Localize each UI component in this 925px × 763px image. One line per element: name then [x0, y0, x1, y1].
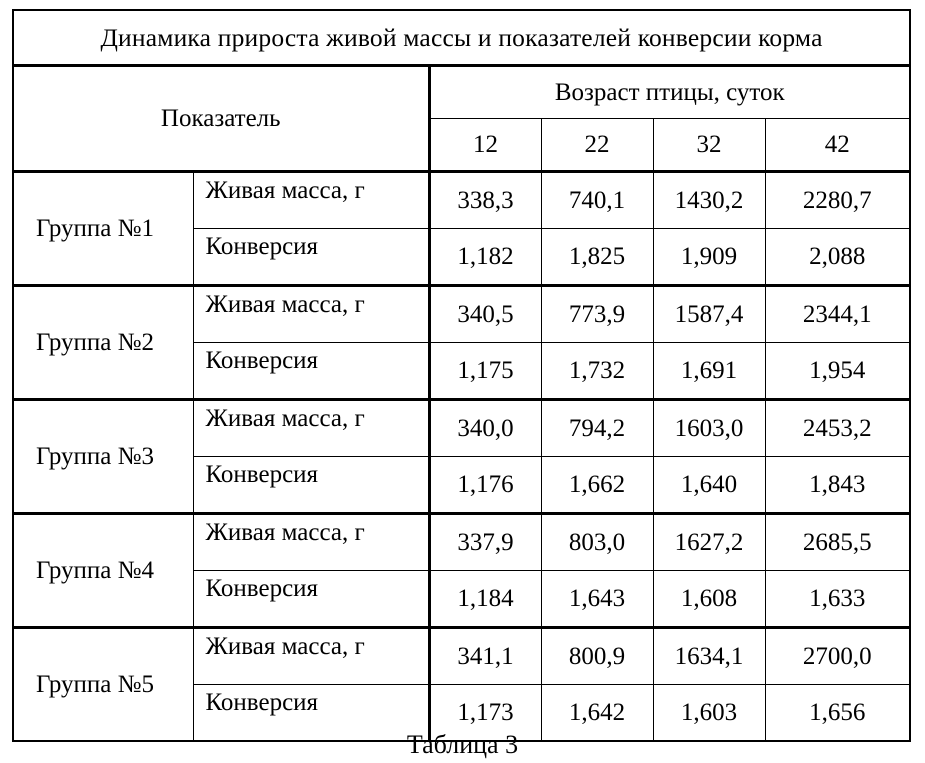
value-cell: 1,909	[653, 229, 765, 286]
group-name: Группа №3	[13, 400, 193, 514]
day-header: 12	[429, 119, 541, 172]
value-cell: 1,642	[541, 685, 653, 742]
value-cell: 1430,2	[653, 172, 765, 229]
group-name: Группа №5	[13, 628, 193, 742]
group-name: Группа №2	[13, 286, 193, 400]
table-row	[13, 172, 910, 229]
value-cell: 2280,7	[765, 172, 910, 229]
value-cell: 1,691	[653, 343, 765, 400]
value-cell: 1603,0	[653, 400, 765, 457]
value-cell: 2700,0	[765, 628, 910, 685]
value-cell: 1,176	[429, 457, 541, 514]
metric-label: Живая масса, г	[193, 628, 429, 685]
day-header: 42	[765, 119, 910, 172]
value-cell: 794,2	[541, 400, 653, 457]
value-cell: 1627,2	[653, 514, 765, 571]
value-cell: 1,603	[653, 685, 765, 742]
metric-label: Конверсия	[193, 685, 429, 742]
header-row-1	[13, 66, 910, 119]
value-cell: 1587,4	[653, 286, 765, 343]
age-header: Возраст птицы, суток	[429, 66, 910, 119]
group-name: Группа №1	[13, 172, 193, 286]
value-cell: 1,662	[541, 457, 653, 514]
value-cell: 1,643	[541, 571, 653, 628]
value-cell: 1,640	[653, 457, 765, 514]
table-row	[13, 628, 910, 685]
value-cell: 1,656	[765, 685, 910, 742]
group-name: Группа №4	[13, 514, 193, 628]
indicator-header: Показатель	[13, 66, 429, 172]
value-cell: 1,633	[765, 571, 910, 628]
data-table	[12, 9, 911, 742]
value-cell: 340,5	[429, 286, 541, 343]
title-row	[13, 10, 910, 66]
metric-label: Конверсия	[193, 571, 429, 628]
value-cell: 337,9	[429, 514, 541, 571]
table-row	[13, 514, 910, 571]
value-cell: 2,088	[765, 229, 910, 286]
value-cell: 1,732	[541, 343, 653, 400]
value-cell: 803,0	[541, 514, 653, 571]
value-cell: 1,954	[765, 343, 910, 400]
metric-label: Живая масса, г	[193, 514, 429, 571]
value-cell: 1,182	[429, 229, 541, 286]
metric-label: Конверсия	[193, 343, 429, 400]
value-cell: 800,9	[541, 628, 653, 685]
value-cell: 2344,1	[765, 286, 910, 343]
value-cell: 1,184	[429, 571, 541, 628]
value-cell: 340,0	[429, 400, 541, 457]
table-row	[13, 400, 910, 457]
day-header: 32	[653, 119, 765, 172]
metric-label: Живая масса, г	[193, 286, 429, 343]
value-cell: 2453,2	[765, 400, 910, 457]
table-title: Динамика прироста живой массы и показателей конверсии корма	[13, 10, 910, 66]
table-row	[13, 286, 910, 343]
metric-label: Живая масса, г	[193, 172, 429, 229]
table-caption: Таблица 3	[406, 730, 519, 759]
value-cell: 740,1	[541, 172, 653, 229]
value-cell: 773,9	[541, 286, 653, 343]
value-cell: 341,1	[429, 628, 541, 685]
value-cell: 1634,1	[653, 628, 765, 685]
value-cell: 2685,5	[765, 514, 910, 571]
metric-label: Конверсия	[193, 229, 429, 286]
value-cell: 1,173	[429, 685, 541, 742]
value-cell: 338,3	[429, 172, 541, 229]
value-cell: 1,608	[653, 571, 765, 628]
day-header: 22	[541, 119, 653, 172]
value-cell: 1,825	[541, 229, 653, 286]
value-cell: 1,175	[429, 343, 541, 400]
value-cell: 1,843	[765, 457, 910, 514]
metric-label: Конверсия	[193, 457, 429, 514]
metric-label: Живая масса, г	[193, 400, 429, 457]
